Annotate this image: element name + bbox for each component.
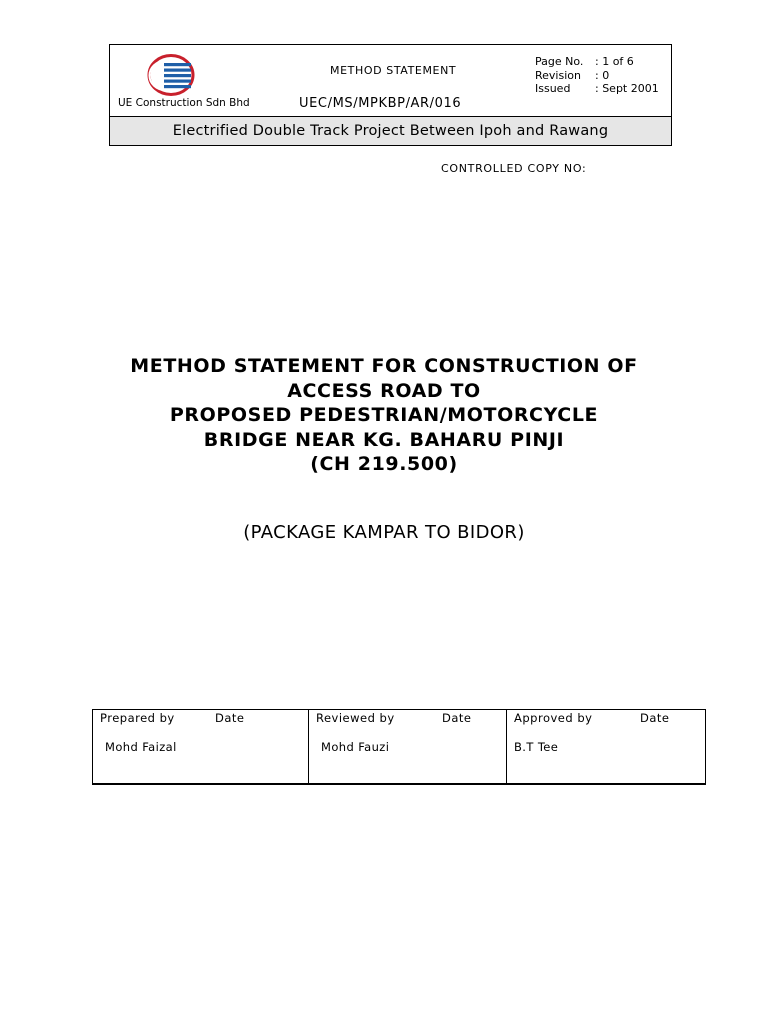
header-top-row [110, 45, 671, 116]
meta-issued [535, 82, 659, 96]
meta-value: : Sept 2001 [595, 82, 659, 95]
document-reference: UEC/MS/MPKBP/AR/016 [299, 96, 462, 111]
signoff-approved [506, 710, 705, 783]
meta-label: Issued [535, 82, 571, 95]
signoff-table [92, 709, 706, 785]
signoff-name: Mohd Fauzi [321, 740, 390, 754]
signoff-prepared [93, 710, 308, 783]
title-line: METHOD STATEMENT FOR CONSTRUCTION OF [130, 355, 638, 377]
company-logo-icon [145, 53, 197, 97]
title-line: ACCESS ROAD TO [287, 379, 481, 402]
meta-value: : 0 [595, 68, 610, 82]
meta-value: : 1 of 6 [595, 55, 634, 68]
signoff-name: Mohd Faizal [105, 740, 177, 754]
meta-page-no [535, 55, 659, 69]
document-header [109, 44, 672, 146]
controlled-copy-label: CONTROLLED COPY NO: [441, 162, 587, 175]
project-title: Electrified Double Track Project Between Ipoh and Rawang [172, 123, 609, 139]
signoff-role: Prepared by [100, 711, 175, 725]
package-label: (PACKAGE KAMPAR TO BIDOR) [243, 522, 525, 543]
signoff-role: Reviewed by [316, 711, 395, 725]
meta-label: Page No. [535, 55, 584, 68]
signoff-date-label: Date [215, 711, 245, 725]
signoff-reviewed [308, 710, 506, 783]
project-band [110, 117, 671, 145]
signoff-name: B.T Tee [514, 740, 559, 754]
title-line: PROPOSED PEDESTRIAN/MOTORCYCLE [169, 404, 599, 426]
title-line: (CH 219.500) [310, 453, 458, 475]
signoff-date-label: Date [640, 711, 670, 725]
meta-revision [535, 69, 659, 83]
document-type: METHOD STATEMENT [330, 64, 457, 77]
title-line: BRIDGE NEAR KG. BAHARU PINJI [203, 428, 565, 451]
signoff-date-label: Date [442, 711, 472, 725]
company-name: UE Construction Sdn Bhd [118, 97, 250, 109]
main-title [84, 354, 684, 477]
meta-label: Revision [535, 68, 581, 82]
document-meta [535, 55, 659, 96]
signoff-role: Approved by [514, 711, 593, 725]
